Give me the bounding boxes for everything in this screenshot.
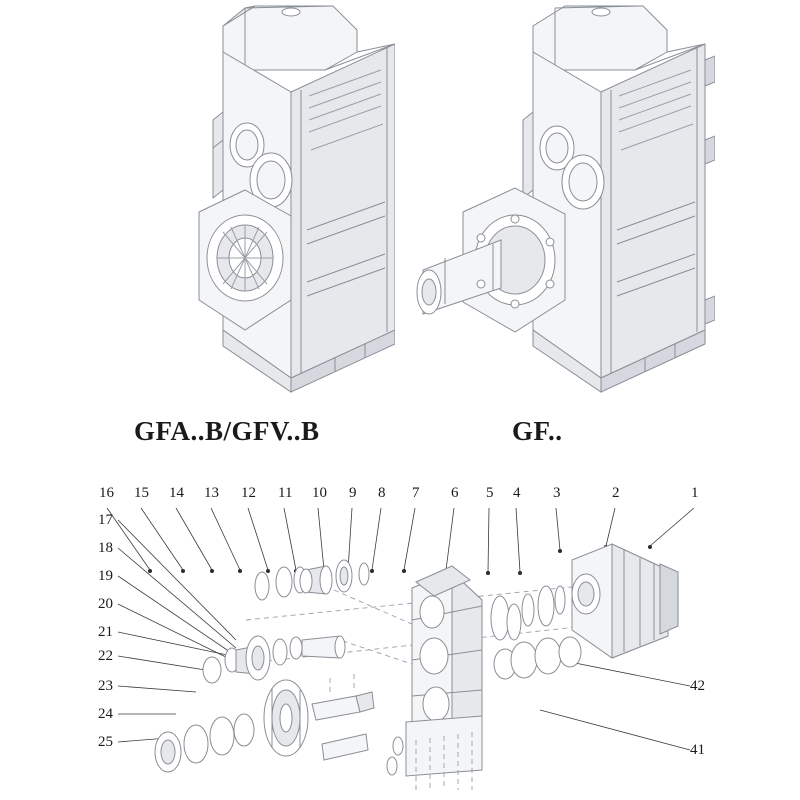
- callout-6: 6: [451, 485, 459, 501]
- callout-24: 24: [98, 706, 113, 722]
- callout-9: 9: [349, 485, 357, 501]
- callout-16: 16: [99, 485, 114, 501]
- callout-4: 4: [513, 485, 521, 501]
- exploded-parts-view: [0, 460, 800, 800]
- callout-8: 8: [378, 485, 386, 501]
- exploded-diagram-graphics: [0, 460, 800, 800]
- callout-15: 15: [134, 485, 149, 501]
- callout-3: 3: [553, 485, 561, 501]
- callout-13: 13: [204, 485, 219, 501]
- gearbox-figure-gf: [405, 0, 715, 400]
- callout-25: 25: [98, 734, 113, 750]
- callout-17: 17: [98, 512, 113, 528]
- callout-22: 22: [98, 648, 113, 664]
- callout-20: 20: [98, 596, 113, 612]
- callout-7: 7: [412, 485, 420, 501]
- callout-42: 42: [690, 678, 705, 694]
- callout-18: 18: [98, 540, 113, 556]
- callout-23: 23: [98, 678, 113, 694]
- callout-41: 41: [690, 742, 705, 758]
- callout-10: 10: [312, 485, 327, 501]
- callout-2: 2: [612, 485, 620, 501]
- callout-14: 14: [169, 485, 184, 501]
- callout-21: 21: [98, 624, 113, 640]
- gearbox-figure-gfa-b: [95, 0, 395, 400]
- callout-11: 11: [278, 485, 293, 501]
- callout-19: 19: [98, 568, 113, 584]
- figure-caption-gfa-b: GFA..B/GFV..B: [134, 416, 320, 446]
- callout-1: 1: [691, 485, 699, 501]
- callout-5: 5: [486, 485, 494, 501]
- figure-caption-gf: GF..: [512, 416, 563, 446]
- callout-12: 12: [241, 485, 256, 501]
